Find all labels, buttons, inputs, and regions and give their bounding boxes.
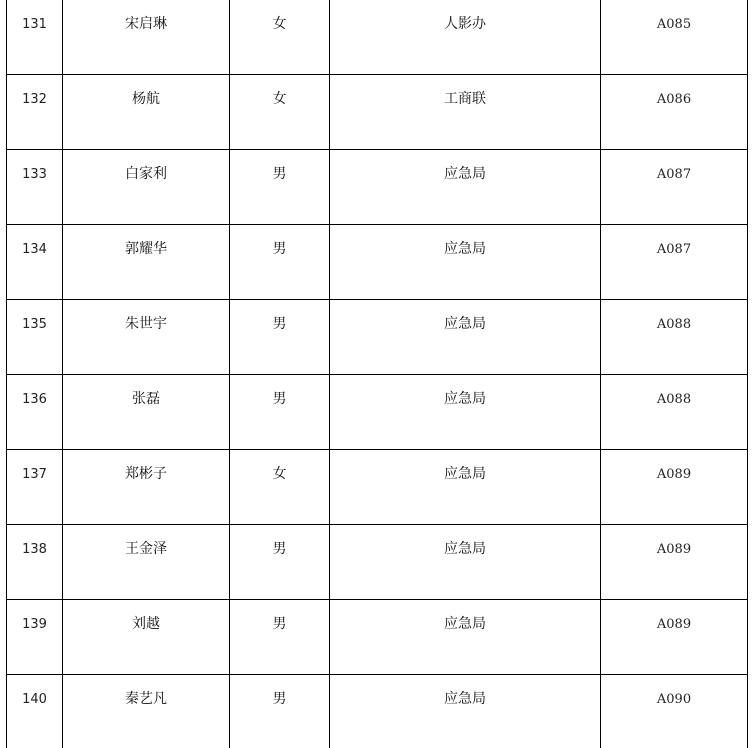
unit-cell — [330, 300, 601, 375]
gender-cell — [230, 675, 330, 748]
row-number-cell-text: 133 — [22, 167, 47, 182]
row-number-cell-text: 139 — [22, 617, 47, 632]
name-cell — [63, 300, 230, 375]
name-cell — [63, 225, 230, 300]
gender-cell-text: 男 — [272, 166, 287, 182]
name-cell — [63, 675, 230, 748]
row-number-cell-text: 132 — [22, 92, 47, 107]
unit-cell — [330, 150, 601, 225]
name-cell-text: 宋启琳 — [125, 16, 167, 32]
row-number-cell — [7, 600, 63, 675]
row-number-cell — [7, 450, 63, 525]
position-code-cell — [601, 600, 748, 675]
name-cell — [63, 375, 230, 450]
row-number-cell-text: 134 — [22, 242, 47, 257]
gender-cell-text: 男 — [272, 241, 287, 257]
row-number-cell-text: 131 — [22, 17, 47, 32]
gender-cell-text: 女 — [272, 466, 287, 482]
row-number-cell-text: 137 — [22, 467, 47, 482]
unit-cell-text: 应急局 — [444, 691, 486, 707]
name-cell — [63, 150, 230, 225]
unit-cell-text: 应急局 — [444, 241, 486, 257]
row-number-cell — [7, 150, 63, 225]
name-cell-text: 白家利 — [125, 166, 167, 182]
gender-cell-text: 男 — [272, 616, 287, 632]
row-number-cell — [7, 225, 63, 300]
name-cell-text: 郭耀华 — [125, 241, 167, 257]
row-number-cell-text: 140 — [22, 692, 47, 707]
gender-cell — [230, 600, 330, 675]
position-code-cell — [601, 0, 748, 75]
row-number-cell — [7, 75, 63, 150]
row-number-cell-text: 136 — [22, 392, 47, 407]
table-row — [7, 450, 748, 525]
name-cell-text: 郑彬子 — [125, 466, 167, 482]
unit-cell — [330, 0, 601, 75]
position-code-cell-text: A090 — [656, 692, 692, 707]
unit-cell — [330, 375, 601, 450]
gender-cell-text: 男 — [272, 391, 287, 407]
unit-cell-text: 应急局 — [444, 166, 486, 182]
name-cell — [63, 0, 230, 75]
unit-cell — [330, 225, 601, 300]
gender-cell — [230, 450, 330, 525]
table-row — [7, 0, 748, 75]
gender-cell-text: 女 — [272, 91, 287, 107]
position-code-cell — [601, 375, 748, 450]
gender-cell — [230, 75, 330, 150]
roster-table-container — [6, 0, 748, 748]
unit-cell-text: 应急局 — [444, 391, 486, 407]
position-code-cell-text: A089 — [656, 542, 692, 557]
row-number-cell — [7, 300, 63, 375]
row-number-cell — [7, 0, 63, 75]
unit-cell — [330, 600, 601, 675]
position-code-cell — [601, 525, 748, 600]
table-row — [7, 300, 748, 375]
gender-cell — [230, 300, 330, 375]
position-code-cell — [601, 150, 748, 225]
row-number-cell-text: 138 — [22, 542, 47, 557]
unit-cell — [330, 525, 601, 600]
unit-cell — [330, 75, 601, 150]
position-code-cell-text: A089 — [656, 467, 692, 482]
position-code-cell — [601, 450, 748, 525]
gender-cell — [230, 0, 330, 75]
unit-cell-text: 工商联 — [444, 91, 486, 107]
unit-cell — [330, 675, 601, 748]
unit-cell-text: 应急局 — [444, 316, 486, 332]
name-cell-text: 朱世宇 — [125, 316, 167, 332]
row-number-cell — [7, 525, 63, 600]
gender-cell-text: 女 — [272, 16, 287, 32]
table-row — [7, 375, 748, 450]
position-code-cell — [601, 675, 748, 748]
position-code-cell-text: A089 — [656, 617, 692, 632]
name-cell-text: 王金泽 — [125, 541, 167, 557]
unit-cell-text: 应急局 — [444, 466, 486, 482]
position-code-cell-text: A087 — [656, 167, 692, 182]
gender-cell-text: 男 — [272, 541, 287, 557]
table-row — [7, 675, 748, 748]
unit-cell-text: 应急局 — [444, 616, 486, 632]
row-number-cell — [7, 375, 63, 450]
name-cell-text: 刘越 — [132, 616, 160, 632]
table-row — [7, 600, 748, 675]
name-cell — [63, 600, 230, 675]
position-code-cell — [601, 300, 748, 375]
table-row — [7, 225, 748, 300]
name-cell-text: 张磊 — [132, 391, 160, 407]
name-cell — [63, 75, 230, 150]
name-cell-text: 杨航 — [132, 91, 160, 107]
gender-cell-text: 男 — [272, 691, 287, 707]
table-row — [7, 150, 748, 225]
gender-cell — [230, 150, 330, 225]
name-cell-text: 秦艺凡 — [125, 691, 167, 707]
gender-cell-text: 男 — [272, 316, 287, 332]
position-code-cell-text: A088 — [656, 317, 692, 332]
unit-cell-text: 人影办 — [444, 16, 486, 32]
name-cell — [63, 525, 230, 600]
position-code-cell-text: A088 — [656, 392, 692, 407]
roster-table — [6, 0, 748, 748]
row-number-cell — [7, 675, 63, 748]
unit-cell — [330, 450, 601, 525]
position-code-cell-text: A086 — [656, 92, 692, 107]
gender-cell — [230, 225, 330, 300]
unit-cell-text: 应急局 — [444, 541, 486, 557]
position-code-cell-text: A087 — [656, 242, 692, 257]
gender-cell — [230, 525, 330, 600]
row-number-cell-text: 135 — [22, 317, 47, 332]
name-cell — [63, 450, 230, 525]
table-row — [7, 525, 748, 600]
table-row — [7, 75, 748, 150]
gender-cell — [230, 375, 330, 450]
table-body — [7, 0, 748, 748]
position-code-cell — [601, 75, 748, 150]
position-code-cell-text: A085 — [656, 17, 692, 32]
position-code-cell — [601, 225, 748, 300]
